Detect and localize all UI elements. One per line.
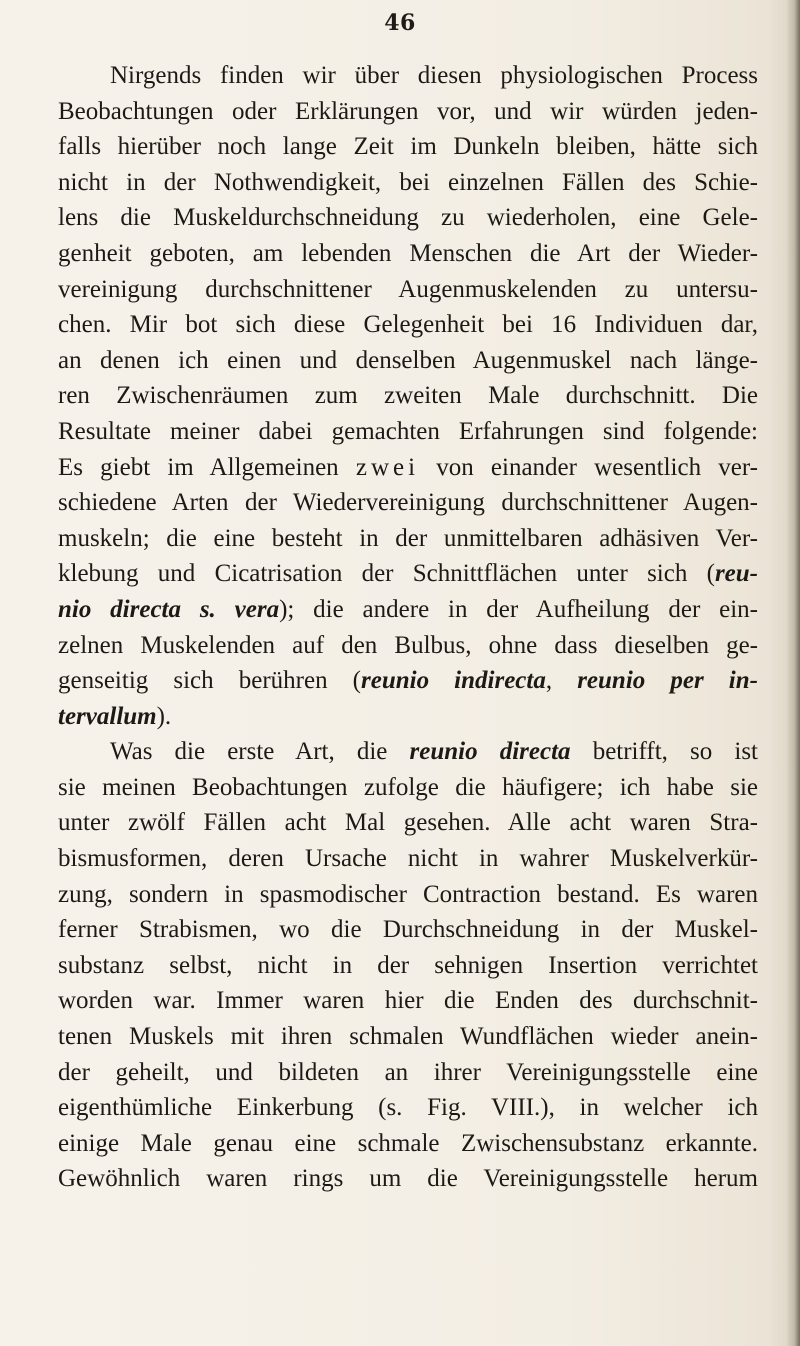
text-run: ); die andere in der Aufheilung der ein- bbox=[279, 595, 758, 623]
text-line: zelnen Muskelenden auf den Bulbus, ohne dass dieselben ge- bbox=[58, 631, 758, 659]
text-line: eigenthümliche Einkerbung (s. Fig. VIII.), in welcher ich bbox=[58, 1094, 758, 1122]
latin-term: reu- bbox=[714, 560, 758, 588]
text-line: lens die Muskeldurchschneidung zu wiederholen, eine Gele- bbox=[58, 204, 758, 232]
text-line: chen. Mir bot sich diese Gelegenheit bei 16 Individuen dar, bbox=[58, 311, 758, 339]
text-line bbox=[58, 734, 758, 770]
text-line: tenen Muskels mit ihren schmalen Wundflächen wieder anein- bbox=[58, 1023, 758, 1051]
text-line: Nirgends finden wir über diesen physiologischen Process bbox=[110, 62, 758, 89]
text-line bbox=[58, 556, 758, 592]
latin-term: nio directa s. vera bbox=[58, 595, 280, 623]
text-line: sie meinen Beobachtungen zufolge die häufigere; ich habe sie bbox=[58, 773, 758, 801]
text-line: einige Male genau eine schmale Zwischensubstanz erkannte. bbox=[58, 1129, 758, 1157]
text-line bbox=[58, 663, 758, 699]
text-line: der geheilt, und bildeten an ihrer Vereinigungsstelle eine bbox=[58, 1058, 758, 1086]
text-line: zung, sondern in spasmodischer Contraction bestand. Es waren bbox=[58, 880, 758, 908]
text-line: Gewöhnlich waren rings um die Vereinigungsstelle herum bbox=[58, 1165, 758, 1193]
text-run: klebung und Cicatrisation der Schnittflächen unter sich ( bbox=[58, 560, 715, 588]
text-line: Resultate meiner dabei gemachten Erfahrungen sind folgende: bbox=[58, 417, 758, 445]
text-line bbox=[58, 592, 758, 628]
latin-term: reunio directa bbox=[409, 738, 571, 766]
text-line: bismusformen, deren Ursache nicht in wahrer Muskelverkür- bbox=[58, 845, 758, 873]
text-run: genseitig sich berühren ( bbox=[58, 667, 361, 695]
text-line: Beobachtungen oder Erklärungen vor, und wir würden jeden- bbox=[58, 97, 758, 125]
text-run: von einander wesentlich ver- bbox=[419, 453, 758, 481]
body-text bbox=[58, 58, 758, 1197]
text-line: substanz selbst, nicht in der sehnigen Insertion verrichtet bbox=[58, 951, 758, 979]
latin-term: reunio indirecta bbox=[361, 667, 546, 695]
text-run: betrifft, so ist bbox=[570, 738, 758, 766]
text-line bbox=[58, 699, 758, 735]
latin-term: tervallum bbox=[58, 702, 157, 730]
text-run: Es giebt im Allgemeinen bbox=[58, 453, 356, 481]
text-line bbox=[58, 450, 758, 486]
text-run: ). bbox=[156, 702, 172, 730]
spaced-emphasis: zwei bbox=[355, 453, 420, 481]
text-line: ferner Strabismen, wo die Durchschneidung in der Muskel- bbox=[58, 916, 758, 944]
text-run: Was die erste Art, die bbox=[110, 738, 410, 766]
text-line: ren Zwischenräumen zum zweiten Male durchschnitt. Die bbox=[58, 382, 758, 410]
text-line: an denen ich einen und denselben Augenmuskel nach länge- bbox=[58, 346, 758, 374]
page-number: 46 bbox=[384, 10, 416, 36]
text-line: vereinigung durchschnittener Augenmuskelenden zu untersu- bbox=[58, 275, 758, 303]
text-line: falls hierüber noch lange Zeit im Dunkeln bleiben, hätte sich bbox=[58, 133, 758, 161]
text-line: unter zwölf Fällen acht Mal gesehen. Alle acht waren Stra- bbox=[58, 809, 758, 837]
text-run: , bbox=[545, 667, 578, 695]
text-line: schiedene Arten der Wiedervereinigung durchschnittener Augen- bbox=[58, 489, 758, 517]
text-line: worden war. Immer waren hier die Enden des durchschnit- bbox=[58, 987, 758, 1015]
text-line: muskeln; die eine besteht in der unmittelbaren adhäsiven Ver- bbox=[58, 524, 758, 552]
text-line: genheit geboten, am lebenden Menschen die Art der Wieder- bbox=[58, 239, 758, 267]
page-edge-shadow bbox=[786, 0, 800, 1346]
text-line: nicht in der Nothwendigkeit, bei einzelnen Fällen des Schie- bbox=[58, 168, 758, 196]
latin-term: reunio per in- bbox=[577, 667, 758, 695]
